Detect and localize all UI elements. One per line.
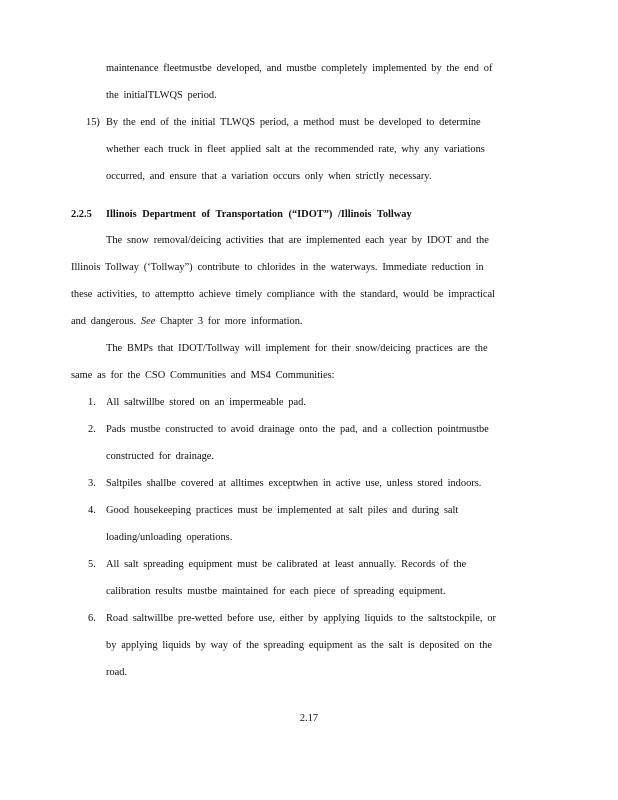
section-number: 2.2.5 bbox=[71, 209, 92, 220]
list-item-2-number: 2. bbox=[88, 424, 96, 435]
list-item-6-line-1: Road saltwillbe pre-wetted before use, either by applying liquids to the saltstockpile, or bbox=[106, 613, 496, 624]
list-item-3-line-1: Saltpiles shallbe covered at alltimes exceptwhen in active use, unless stored indoors. bbox=[106, 478, 482, 489]
para1-see-italic: See bbox=[140, 316, 156, 327]
section-title: Illinois Department of Transportation (“IDOT”) /Illinois Tollway bbox=[106, 209, 412, 220]
list-item-4-number: 4. bbox=[88, 505, 96, 516]
item-15-number: 15) bbox=[86, 117, 100, 128]
list-item-5-line-2: calibration results mustbe maintained for each piece of spreading equipment. bbox=[106, 586, 446, 597]
list-item-1-number: 1. bbox=[88, 397, 96, 408]
list-item-5-number: 5. bbox=[88, 559, 96, 570]
list-item-1-line-1: All saltwillbe stored on an impermeable pad. bbox=[106, 397, 306, 408]
para1-line-2: Illinois Tollway (‘Tollway”) contribute to chlorides in the waterways. Immediate reduction in bbox=[71, 262, 484, 273]
intro-line-1: maintenance fleetmustbe developed, and mustbe completely implemented by the end of bbox=[106, 63, 493, 74]
intro-line-2: the initialTLWQS period. bbox=[106, 90, 217, 101]
list-item-5-line-1: All salt spreading equipment must be calibrated at least annually. Records of the bbox=[106, 559, 467, 570]
list-item-3-number: 3. bbox=[88, 478, 96, 489]
para1-line-4-text-b: Chapter 3 for more information. bbox=[155, 316, 303, 327]
list-item-6-line-2: by applying liquids by way of the spreading equipment as the salt is deposited on the bbox=[106, 640, 492, 651]
list-item-4-line-1: Good housekeeping practices must be implemented at salt piles and during salt bbox=[106, 505, 459, 516]
para1-line-1: The snow removal/deicing activities that are implemented each year by IDOT and the bbox=[106, 235, 489, 246]
list-item-6-line-3: road. bbox=[106, 667, 128, 678]
para1-line-4 bbox=[71, 315, 303, 329]
list-item-2-line-2: constructed for drainage. bbox=[106, 451, 214, 462]
list-item-4-line-2: loading/unloading operations. bbox=[106, 532, 233, 543]
page-number: 2.17 bbox=[299, 713, 319, 724]
para1-line-4-text-a: and dangerous. bbox=[71, 316, 141, 327]
item-15-line-1: By the end of the initial TLWQS period, a method must be developed to determine bbox=[106, 117, 481, 128]
para2-line-2: same as for the CSO Communities and MS4 Communities: bbox=[71, 370, 335, 381]
list-item-6-number: 6. bbox=[88, 613, 96, 624]
list-item-2-line-1: Pads mustbe constructed to avoid drainage onto the pad, and a collection pointmustbe bbox=[106, 424, 489, 435]
para2-line-1: The BMPs that IDOT/Tollway will implement for their snow/deicing practices are the bbox=[106, 343, 488, 354]
item-15-line-2: whether each truck in fleet applied salt at the recommended rate, why any variations bbox=[106, 144, 485, 155]
item-15-line-3: occurred, and ensure that a variation occurs only when strictly necessary. bbox=[106, 171, 432, 182]
para1-line-3: these activities, to attemptto achieve timely compliance with the standard, would be impractical bbox=[71, 289, 495, 300]
